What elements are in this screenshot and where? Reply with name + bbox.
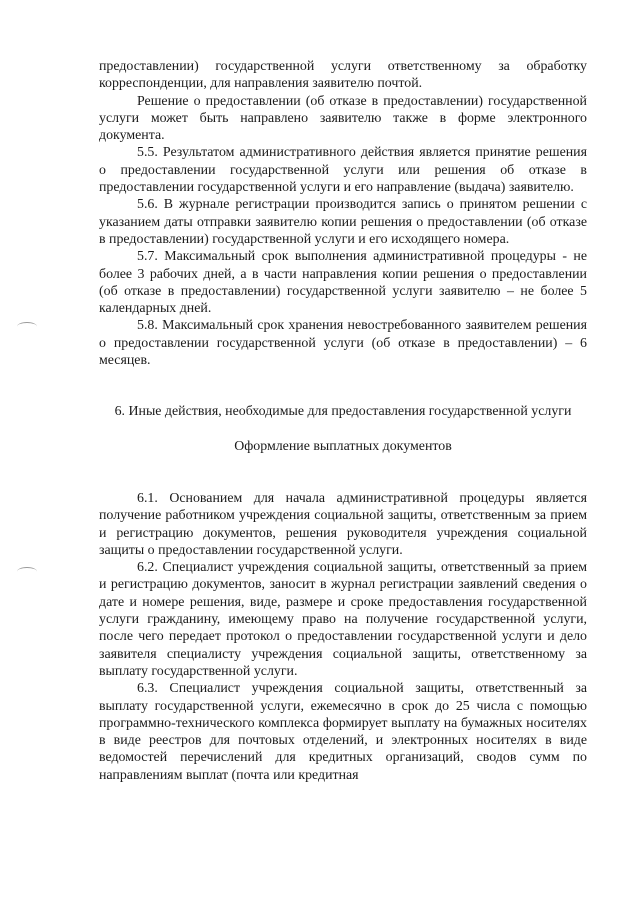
hole-punch-mark [17, 322, 37, 331]
paragraph-5-6: 5.6. В журнале регистрации производится запись о принятом решении с указанием даты отправки заявителю копии решения о предоставлении (об отказе в предоставлении) государственной услуги и его исходящего номера. [99, 197, 587, 247]
paragraph-continuation: предоставлении) государственной услуги ответственному за обработку корреспонденции, для направления заявителю почтой. [99, 59, 587, 92]
hole-punch-mark [17, 567, 37, 576]
paragraph-6-2: 6.2. Специалист учреждения социальной защиты, ответственный за прием и регистрацию документов, заносит в журнал регистрации заявлений сведения о дате и номере решения, виде, размере и сроке предоставления государственной услуги гражданину, имеющему право на получение государственной услуги, после чего передает протокол о предоставлении государственной услуги и дело заявителя специалисту учреждения социальной защиты, ответственному за выплату государственной услуги. [99, 560, 587, 679]
paragraph-5-8: 5.8. Максимальный срок хранения невостребованного заявителем решения о предоставлении государственной услуги (об отказе в предоставлении) – 6 месяцев. [99, 318, 587, 369]
paragraph-5-7: 5.7. Максимальный срок выполнения административной процедуры - не более 3 рабочих дней, а в части направления копии решения о предоставлении (об отказе в предоставлении) государственной услуги заявителю – не более 5 календарных дней. [99, 249, 587, 317]
paragraph-6-1: 6.1. Основанием для начала административной процедуры является получение работником учреждения социальной защиты, ответственным за прием и регистрацию документов, решения руководителя учреждения социальной защиты о предоставлении государственной услуги. [99, 490, 587, 558]
document-body [99, 58, 587, 784]
section-heading: 6. Иные действия, необходимые для предоставления государственной услуги [114, 404, 572, 420]
paragraph-decision-electronic: Решение о предоставлении (об отказе в предоставлении) государственной услуги может быть направлено заявителю также в форме электронного документа. [99, 93, 587, 144]
paragraph-6-3: 6.3. Специалист учреждения социальной защиты, ответственный за выплату государственной услуги, ежемесячно в срок до 25 числа с помощью программно-технического комплекса формирует выплату на бумажных носителях в виде реестров для почтовых отделений, и электронных носителях в виде ведомостей перечислений для кредитных организаций, сводов сумм по направлениям выплат (почта или кредитная [99, 681, 587, 783]
paragraph-5-5: 5.5. Результатом административного действия является принятие решения о предоставлении государственной услуги или решения об отказе в предоставлении государственной услуги и его направление (выдача) заявителю. [99, 145, 587, 196]
section-subheading: Оформление выплатных документов [234, 438, 452, 454]
